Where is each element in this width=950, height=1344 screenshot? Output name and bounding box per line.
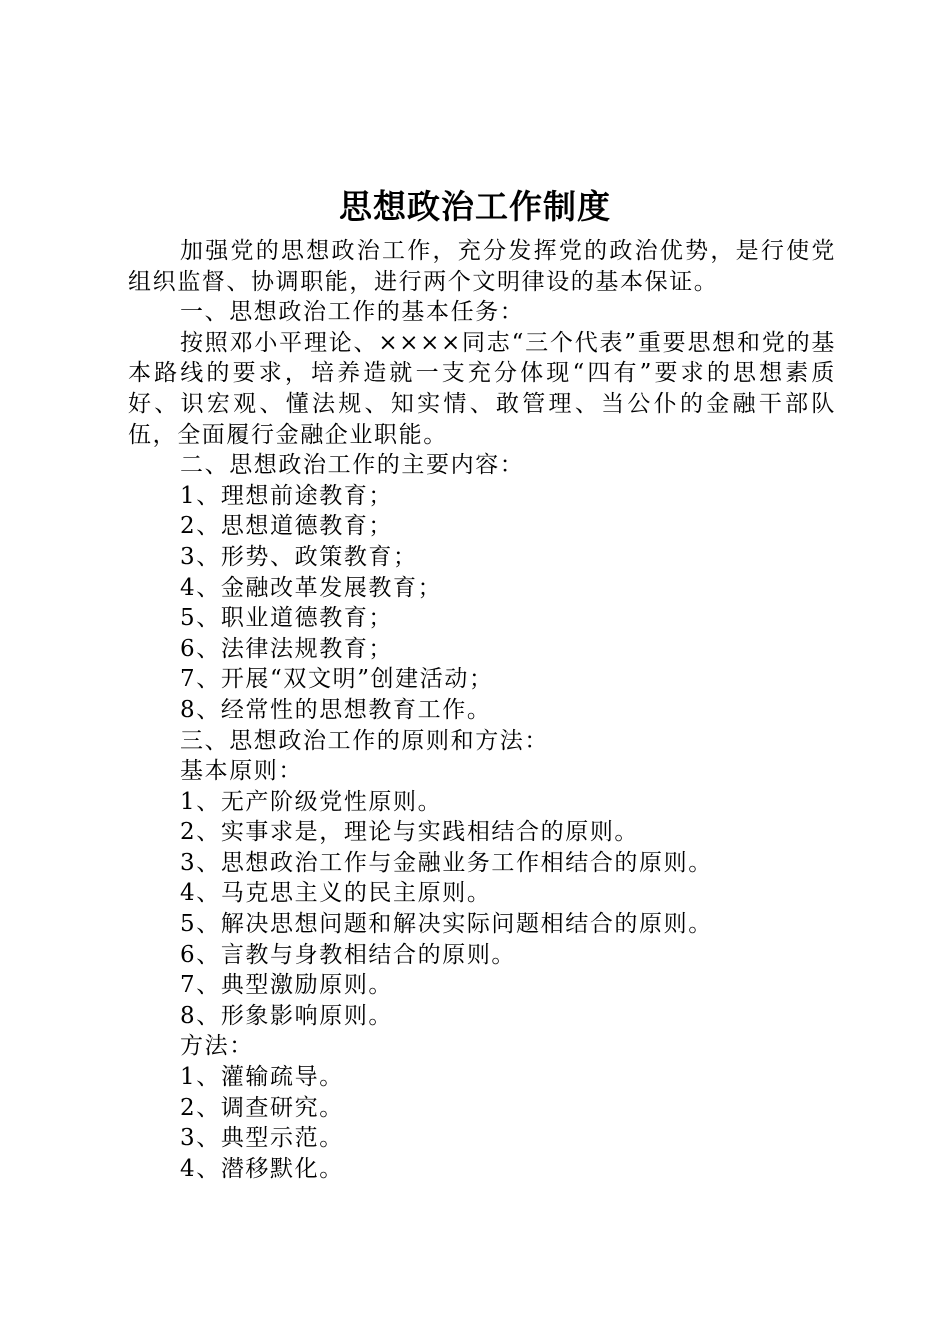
body-line: 一、思想政治工作的基本任务： [180, 299, 525, 326]
body-line: 方法： [180, 1033, 254, 1060]
body-line: 4、马克思主义的民主原则。 [180, 880, 492, 907]
body-line: 5、解决思想问题和解决实际问题相结合的原则。 [180, 911, 713, 938]
body-line: 4、金融改革发展教育； [180, 574, 443, 601]
body-line: 5、职业道德教育； [180, 605, 394, 632]
body-line: 三、思想政治工作的原则和方法： [180, 727, 549, 754]
body-line: 1、无产阶级党性原则。 [180, 788, 443, 815]
body-line: 2、思想道德教育； [180, 513, 394, 540]
body-line: 二、思想政治工作的主要内容： [180, 452, 525, 479]
document-body [128, 236, 836, 1184]
body-line: 3、思想政治工作与金融业务工作相结合的原则。 [180, 849, 713, 876]
body-line: 4、潜移默化。 [180, 1155, 344, 1182]
body-line: 3、形势、政策教育； [180, 543, 418, 570]
body-line: 8、经常性的思想教育工作。 [180, 696, 492, 723]
body-paragraph: 加强党的思想政治工作，充分发挥党的政治优势，是行使党组织监督、协调职能，进行两个文明律设的基本保证。 [128, 238, 836, 295]
body-line: 6、法律法规教育； [180, 635, 394, 662]
body-line: 1、理想前途教育； [180, 482, 394, 509]
body-line: 基本原则： [180, 758, 303, 785]
body-line: 7、典型激励原则。 [180, 972, 394, 999]
body-line: 8、形象影响原则。 [180, 1002, 394, 1029]
body-line: 1、灌输疏导。 [180, 1064, 344, 1091]
body-line: 2、实事求是，理论与实践相结合的原则。 [180, 819, 640, 846]
body-line: 3、典型示范。 [180, 1125, 344, 1152]
body-paragraph: 按照邓小平理论、××××同志“三个代表”重要思想和党的基本路线的要求，培养造就一支充分体现“四有”要求的思想素质好、识宏观、懂法规、知实情、敢管理、当公仆的金融干部队伍，全面履行金融企业职能。 [128, 329, 836, 448]
body-line: 6、言教与身教相结合的原则。 [180, 941, 517, 968]
body-line: 7、开展“双文明”创建活动； [180, 666, 494, 693]
document-title: 思想政治工作制度 [339, 187, 611, 226]
body-line: 2、调查研究。 [180, 1094, 344, 1121]
